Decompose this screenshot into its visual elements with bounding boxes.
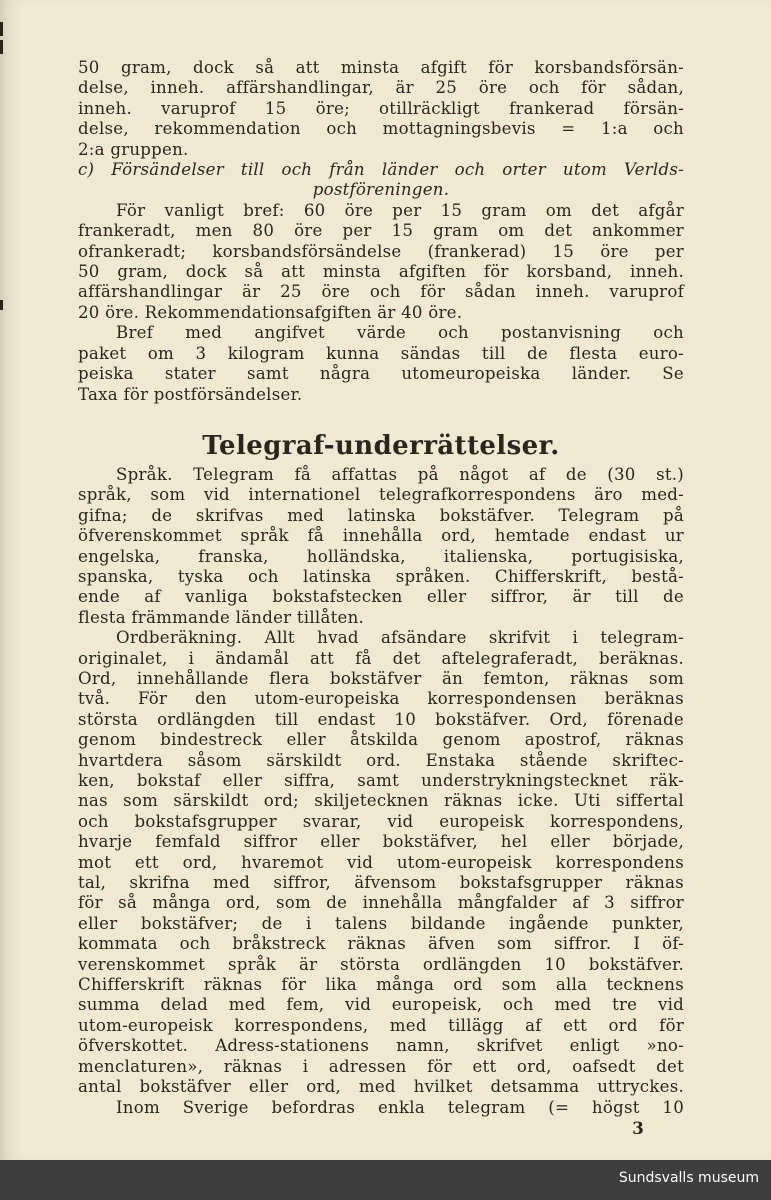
text-line: antal bokstäfver eller ord, med hvilket detsamma uttryckes. bbox=[78, 1077, 684, 1097]
text-line: ende af vanliga bokstafstecken eller siffror, är till de bbox=[78, 587, 684, 607]
text-line: För vanligt bref: 60 öre per 15 gram om det afgår bbox=[116, 200, 684, 220]
text-line: Chifferskrift räknas för lika många ord som alla tecknens bbox=[78, 975, 684, 995]
museum-footer-bar bbox=[0, 1160, 771, 1200]
text-line: spanska, tyska och latinska språken. Chifferskrift, bestå- bbox=[78, 566, 684, 586]
text-line: peiska stater samt några utomeuropeiska länder. Se bbox=[78, 364, 684, 384]
text-line: 20 öre. Rekommendationsafgiften är 40 öre. bbox=[78, 302, 463, 322]
text-line: utom-europeisk korrespondens, med tillägg af ett ord för bbox=[78, 1015, 684, 1035]
text-line: paket om 3 kilogram kunna sändas till de flesta euro- bbox=[78, 343, 684, 363]
text-line: originalet, i ändamål att få det aftelegraferadt, beräknas. bbox=[78, 648, 684, 668]
spine-mark bbox=[0, 40, 3, 54]
text-line: delse, inneh. affärshandlingar, är 25 öre och för sådan, bbox=[78, 78, 684, 98]
section-c-heading-cont bbox=[78, 180, 684, 200]
text-line: 2:a gruppen. bbox=[78, 139, 189, 159]
text-line: nas som särskildt ord; skiljetecknen räknas icke. Uti siffertal bbox=[78, 791, 684, 811]
text-line: 50 gram, dock så att minsta afgift för korsbandsförsän- bbox=[78, 58, 684, 77]
text-line: inneh. varuprof 15 öre; otillräckligt frankerad försän- bbox=[78, 98, 684, 118]
text-line: tal, skrifna med siffror, äfvensom bokstafsgrupper räknas bbox=[78, 873, 684, 893]
section-c-heading bbox=[78, 160, 684, 180]
text-line: hvartdera såsom särskildt ord. Enstaka stående skriftec- bbox=[78, 750, 684, 770]
text-line: genom bindestreck eller åtskilda genom apostrof, räknas bbox=[78, 730, 684, 750]
text-line: Bref med angifvet värde och postanvisning och bbox=[116, 323, 684, 343]
text-line: hvarje femfald siffror eller bokstäfver, hel eller började, bbox=[78, 832, 684, 852]
text-line: för så många ord, som de innehålla mångfalder af 3 siffror bbox=[78, 893, 684, 913]
text-line: största ordlängden till endast 10 bokstäfver. Ord, förenade bbox=[78, 709, 684, 729]
text-line: och bokstafsgrupper svarar, vid europeisk korrespondens, bbox=[78, 811, 684, 831]
text-line: två. För den utom-europeiska korrespondensen beräknas bbox=[78, 689, 684, 709]
page-number: 3 bbox=[632, 1117, 644, 1138]
text-line: frankeradt, men 80 öre per 15 gram om det ankommer bbox=[78, 221, 684, 241]
text-line: verenskommet språk är största ordlängden 10 bokstäfver. bbox=[78, 954, 684, 974]
text-line: öfverskottet. Adress-stationens namn, skrifvet enligt »no- bbox=[78, 1036, 684, 1056]
text-line: menclaturen», räknas i adressen för ett ord, oafsedt det bbox=[78, 1056, 684, 1076]
section-c-heading-text: c) Försändelser till och från länder och orter utom Verlds- bbox=[78, 160, 684, 180]
text-line: ken, bokstaf eller siffra, samt understrykningstecknet räk- bbox=[78, 771, 684, 790]
text-line: Språk. Telegram få affattas på något af de (30 st.) bbox=[116, 464, 684, 484]
text-line: ofrankeradt; korsbandsförsändelse (frankerad) 15 öre per bbox=[78, 241, 684, 261]
section-title: Telegraf-underrättelser. bbox=[202, 430, 560, 461]
text-line: språk, som vid internationel telegrafkorrespondens äro med- bbox=[78, 485, 684, 505]
spine-mark bbox=[0, 22, 3, 36]
text-line: affärshandlingar är 25 öre och för sådan inneh. varuprof bbox=[78, 282, 684, 302]
page-text bbox=[78, 58, 684, 1138]
spine-mark bbox=[0, 300, 3, 310]
text-line: engelska, franska, holländska, italienska, portugisiska, bbox=[78, 546, 684, 566]
text-line: delse, rekommendation och mottagningsbevis = 1:a och bbox=[78, 119, 684, 139]
text-line: flesta främmande länder tillåten. bbox=[78, 607, 365, 627]
text-line: eller bokstäfver; de i talens bildande ingående punkter, bbox=[78, 913, 684, 933]
text-line: mot ett ord, hvaremot vid utom-europeisk korrespondens bbox=[78, 852, 684, 872]
text-line: kommata och bråkstreck räknas äfven som siffror. I öf- bbox=[78, 934, 684, 954]
text-line: summa delad med fem, vid europeisk, och med tre vid bbox=[78, 995, 684, 1015]
text-line: Ord, innehållande flera bokstäfver än femton, räknas som bbox=[78, 668, 684, 688]
text-line: Taxa för postförsändelser. bbox=[78, 384, 303, 404]
section-c-heading-text: postföreningen. bbox=[312, 180, 450, 200]
text-line: öfverenskommet språk få innehålla ord, hemtade endast ur bbox=[78, 526, 684, 546]
museum-watermark: Sundsvalls museum bbox=[618, 1170, 759, 1186]
text-line: gifna; de skrifvas med latinska bokstäfver. Telegram på bbox=[78, 505, 684, 525]
text-line: 50 gram, dock så att minsta afgiften för korsband, inneh. bbox=[78, 262, 684, 282]
text-line: Inom Sverige befordras enkla telegram (= högst 10 bbox=[116, 1097, 684, 1117]
text-line: Ordberäkning. Allt hvad afsändare skrifvit i telegram- bbox=[116, 628, 684, 648]
